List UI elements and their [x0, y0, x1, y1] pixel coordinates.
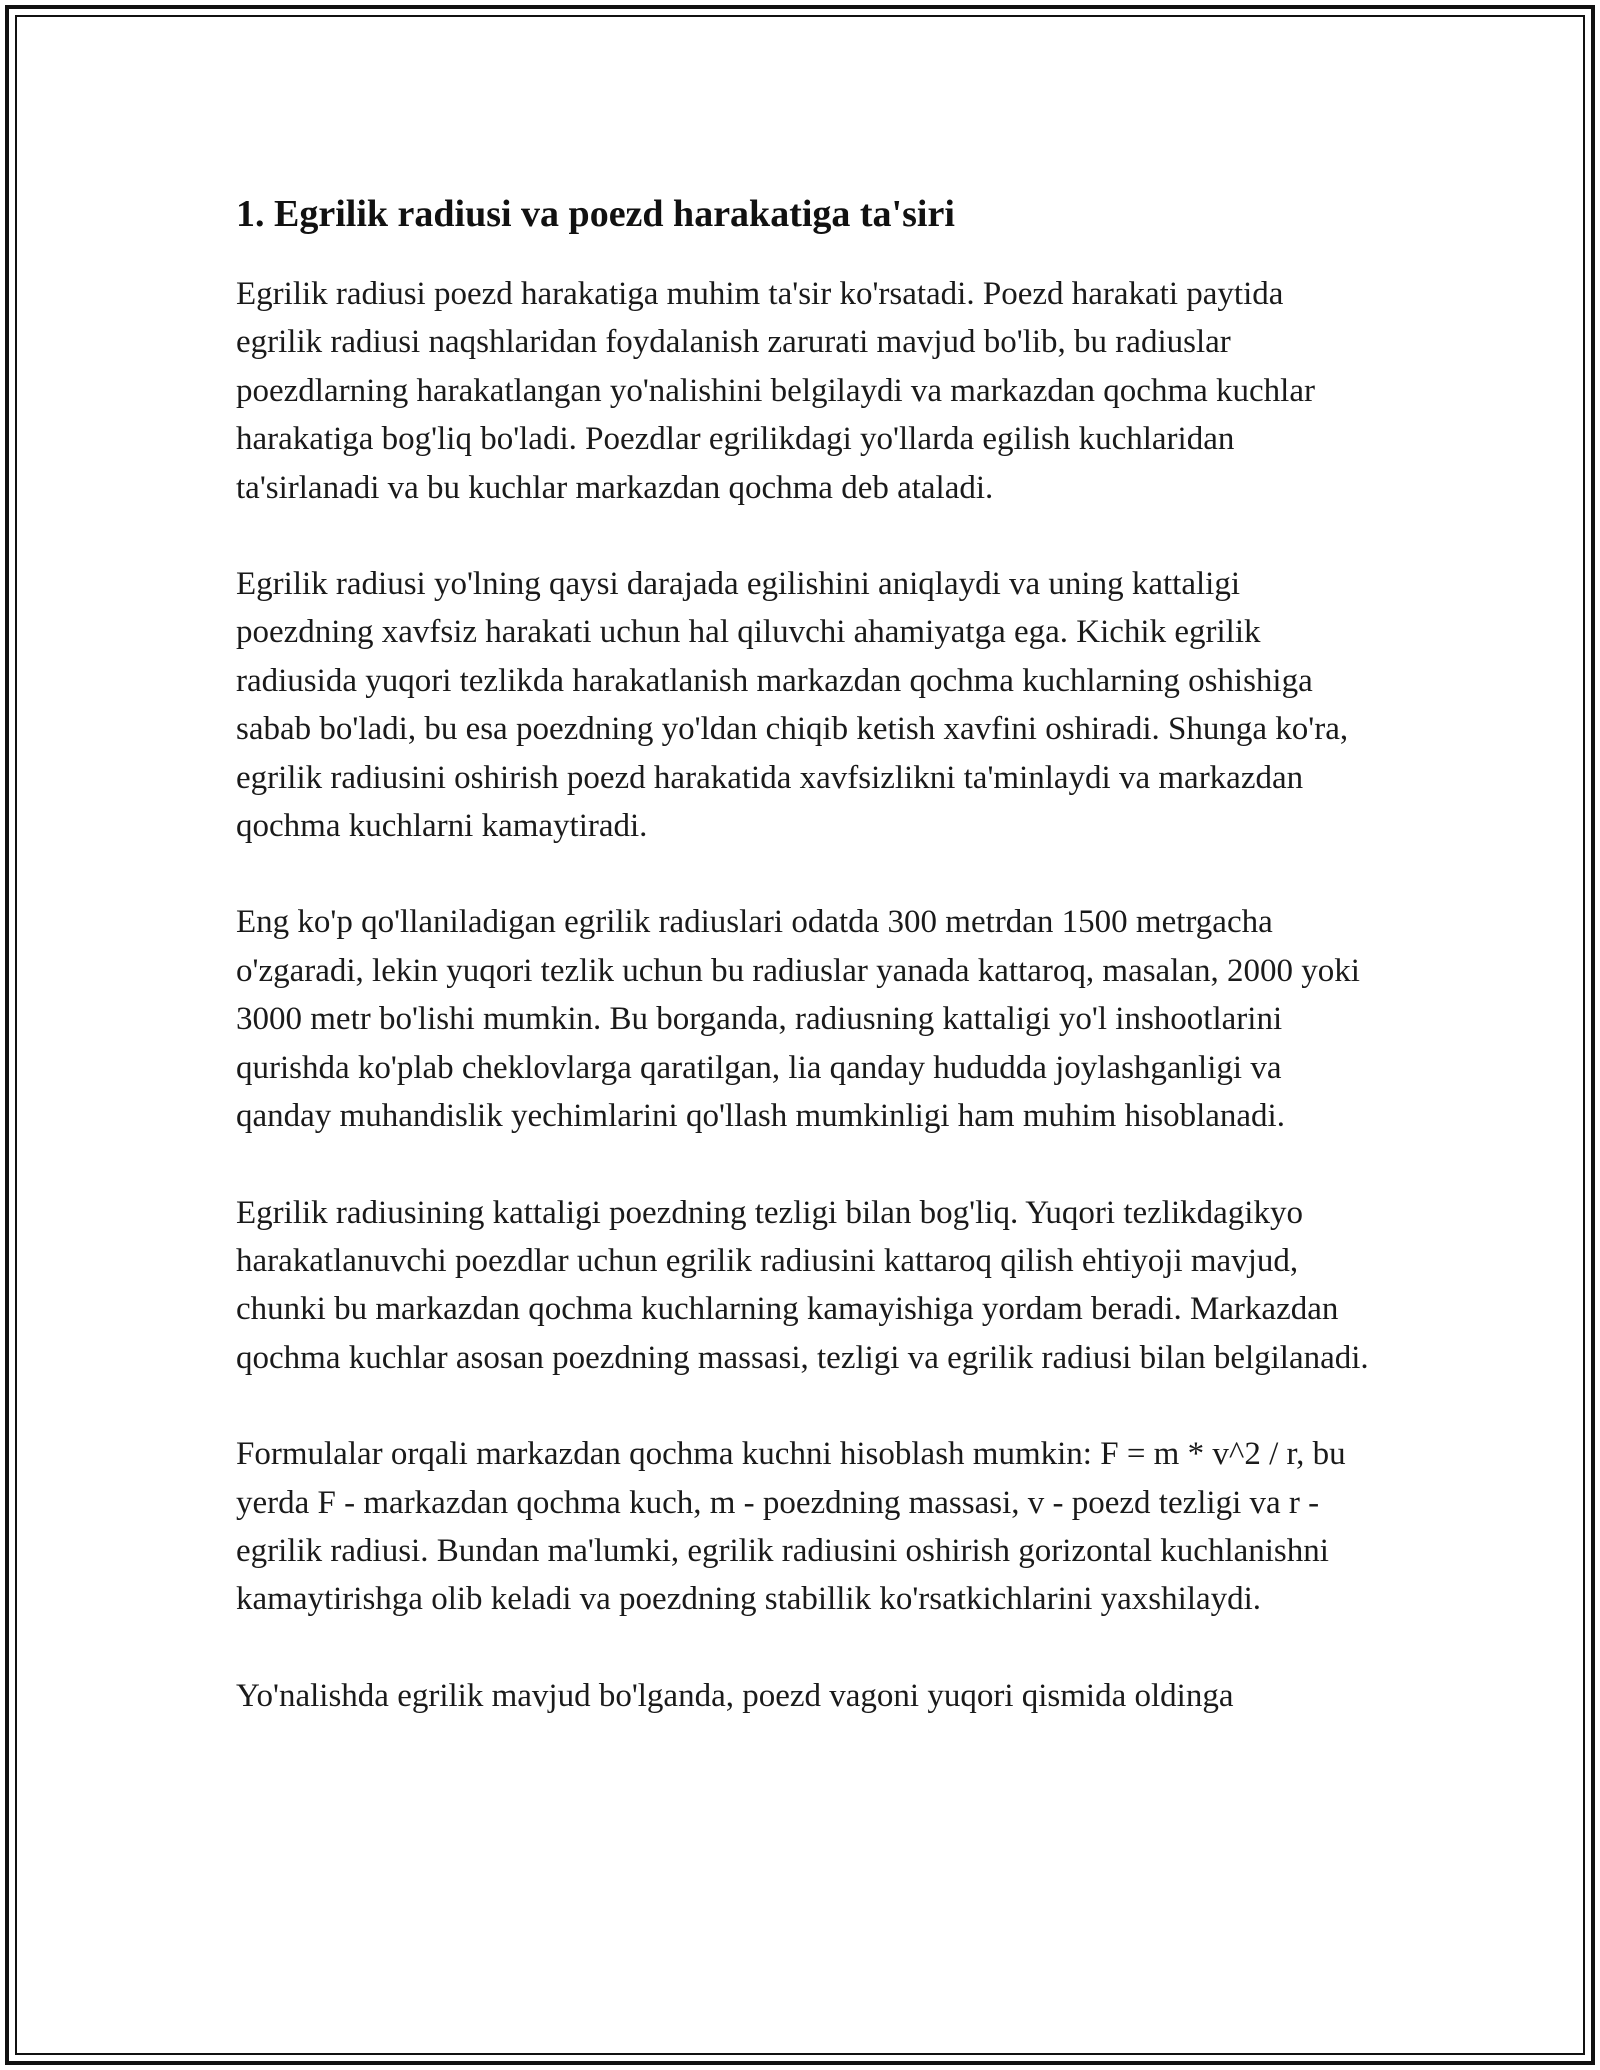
paragraph-4: Egrilik radiusining kattaligi poezdning tezligi bilan bog'liq. Yuqori tezlikdagikyo harakatlanuvchi poezdlar uchun egrilik radiusini kattaroq qilish ehtiyoji mavjud, chunki bu markazdan qochma kuchlarning kamayishiga yordam beradi. Markazdan qochma kuchlar asosan poezdning massasi, tezligi va egrilik radiusi bilan belgilanadi.: [236, 1194, 1369, 1376]
paragraph-2: Egrilik radiusi yo'lning qaysi darajada egilishini aniqlaydi va uning kattaligi poezdning xavfsiz harakati uchun hal qiluvchi ahamiyatga ega. Kichik egrilik radiusida yuqori tezlikda harakatlanish markazdan qochma kuchlarning oshishiga sabab bo'ladi, bu esa poezdning yo'ldan chiqib ketish xavfini oshiradi. Shunga ko'ra, egrilik radiusini oshirish poezd harakatida xavfsizlikni ta'minlaydi va markazdan qochma kuchlarni kamaytiradi.: [236, 566, 1349, 845]
paragraph-6: Yo'nalishda egrilik mavjud bo'lganda, poezd vagoni yuqori qismida oldinga: [236, 1677, 1234, 1714]
paragraph-5: Formulalar orqali markazdan qochma kuchni hisoblash mumkin: F = m * v^2 / r, bu yerda F - markazdan qochma kuch, m - poezdning massasi, v - poezd tezligi va r - egrilik radiusi. Bundan ma'lumki, egrilik radiusini oshirish gorizontal kuchlanishni kamaytirishga olib keladi va poezdning stabillik ko'rsatkichlarini yaxshilaydi.: [236, 1436, 1346, 1618]
document-body: [236, 186, 1376, 1768]
section-heading: 1. Egrilik radiusi va poezd harakatiga ta'siri: [236, 193, 955, 235]
paragraph-3: Eng ko'p qo'llaniladigan egrilik radiuslari odatda 300 metrdan 1500 metrgacha o'zgaradi, lekin yuqori tezlik uchun bu radiuslar yanada kattaroq, masalan, 2000 yoki 3000 metr bo'lishi mumkin. Bu borganda, radiusning kattaligi yo'l inshootlarini qurishda ko'plab cheklovlarga qaratilgan, lia qanday hududda joylashganligi va qanday muhandislik yechimlarini qo'llash mumkinligi ham muhim hisoblanadi.: [236, 904, 1360, 1135]
paragraph-1: Egrilik radiusi poezd harakatiga muhim ta'sir ko'rsatadi. Poezd harakati paytida egrilik radiusi naqshlaridan foydalanish zarurati mavjud bo'lib, bu radiuslar poezdlarning harakatlangan yo'nalishini belgilaydi va markazdan qochma kuchlar harakatiga bog'liq bo'ladi. Poezdlar egrilikdagi yo'llarda egilish kuchlaridan ta'sirlanadi va bu kuchlar markazdan qochma deb ataladi.: [236, 276, 1315, 506]
